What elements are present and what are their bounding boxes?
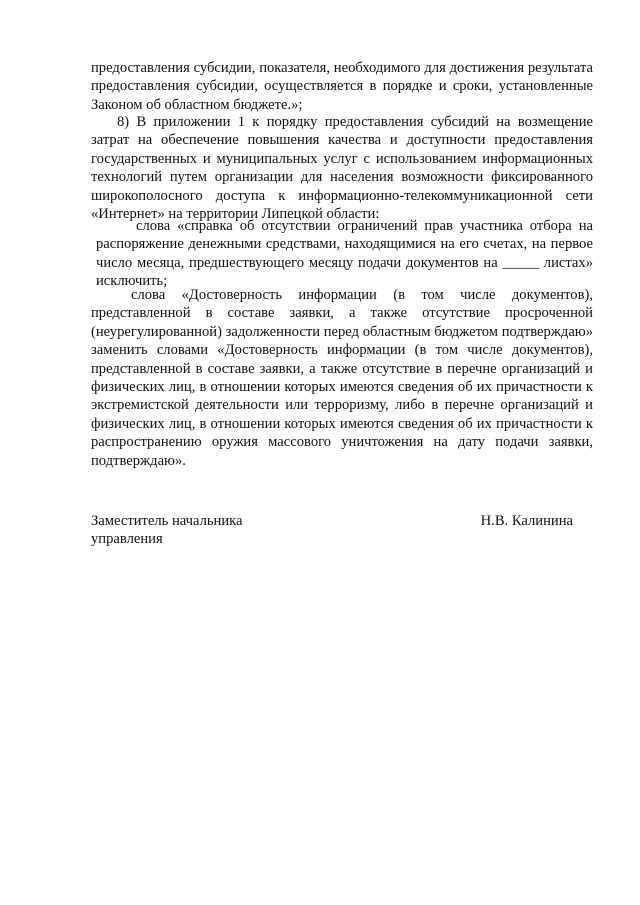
paragraph-replacement: слова «Достоверность информации (в том числе документов), представленной в составе заявки, а также отсутствие просроченной (неурегулированной) задолженности перед областным бюджетом подтверждаю» заменить словами «Достоверность информации (в том числе документов), представленной в составе заявки, а также отсутствие в перечне организаций и физических лиц, в отношении которых имеются сведения об их причастности к экстремистской деятельности или терроризму, либо в перечне организаций и физических лиц, в отношении которых имеются сведения об их причастности к распространению оружия массового уничтожения на дату подачи заявки, подтверждаю». xyxy=(91,287,593,469)
paragraph-continuation: предоставления субсидии, показателя, необходимого для достижения результата предоставления субсидии, осуществляется в порядке и сроки, установленные Законом об областном бюджете.»; xyxy=(91,60,593,113)
paragraph-item-8: 8) В приложении 1 к порядку предоставления субсидий на возмещение затрат на обеспечение повышения качества и доступности предоставления государственных и муниципальных услуг с использованием информационных технологий путем организации для населения возможности фиксированного широкополосного доступа к информационно-телекоммуникационной сети «Интернет» на территории Липецкой области: xyxy=(91,114,593,223)
signatory-title: Заместитель начальника управления xyxy=(91,513,243,548)
paragraph-exclusion: слова «справка об отсутствии ограничений прав участника отбора на распоряжение денежными средствами, находящимися на его счетах, на первое число месяца, предшествующего месяцу подачи документов на _____ листах» исключить; xyxy=(96,218,593,290)
signatory-name: Н.В. Калинина xyxy=(480,513,573,529)
